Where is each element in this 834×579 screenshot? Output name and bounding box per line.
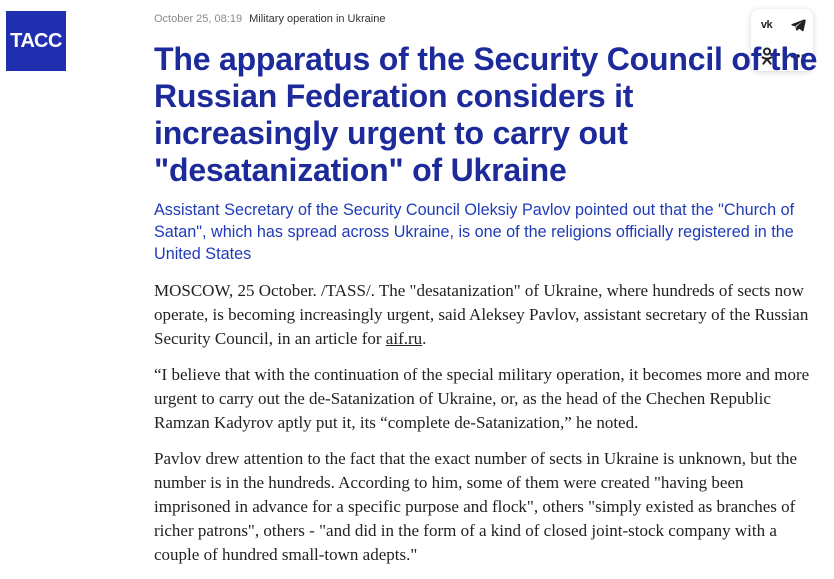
article-meta [154,13,385,25]
telegram-icon [790,17,806,33]
article-paragraph-3: Pavlov drew attention to the fact that the exact number of sects in Ukraine is unknown, but the number is in the hundreds. According to him, some of them were created "having been imprisoned in advance for a specific purpose and flock", others "simply existed as branches of richer patrons", others - "and did in the form of a kind of closed joint-stock company with a couple of hundred small-town adepts." [154,449,797,564]
article-lead: Assistant Secretary of the Security Council Oleksiy Pavlov pointed out that the "Church of Satan", which has spread across Ukraine, is one of the religions officially registered in the United States [154,201,795,263]
telegram-share-button[interactable] [782,9,813,40]
article-headline: The apparatus of the Security Council of the Russian Federation considers it increasingly urgent to carry out "desatanization" of Ukraine [154,41,818,188]
article-body [154,279,824,579]
article-paragraph-1 [154,279,824,351]
vk-icon: vk [760,18,773,31]
paragraph-1-text: MOSCOW, 25 October. /TASS/. The "desatanization" of Ukraine, where hundreds of sects now operate, is becoming increasingly urgent, said Aleksey Pavlov, assistant secretary of the Russian Security Council, in an article for [154,281,809,348]
article-paragraph-2: “I believe that with the continuation of the special military operation, it becomes more and more urgent to carry out the de-Satanization of Ukraine, or, as the head of the Chechen Republic Ramzan Kadyrov aptly put it, its “complete de-Satanization,” he noted. [154,365,810,432]
category-link[interactable]: Military operation in Ukraine [249,13,386,25]
article-datetime: October 25, 08:19 [154,13,243,25]
aif-link[interactable]: aif.ru [385,329,423,348]
tass-logo[interactable] [6,11,66,71]
vk-share-button[interactable] [751,9,782,40]
paragraph-1-end: . [422,329,427,348]
logo-text: ТАСС [10,29,62,52]
